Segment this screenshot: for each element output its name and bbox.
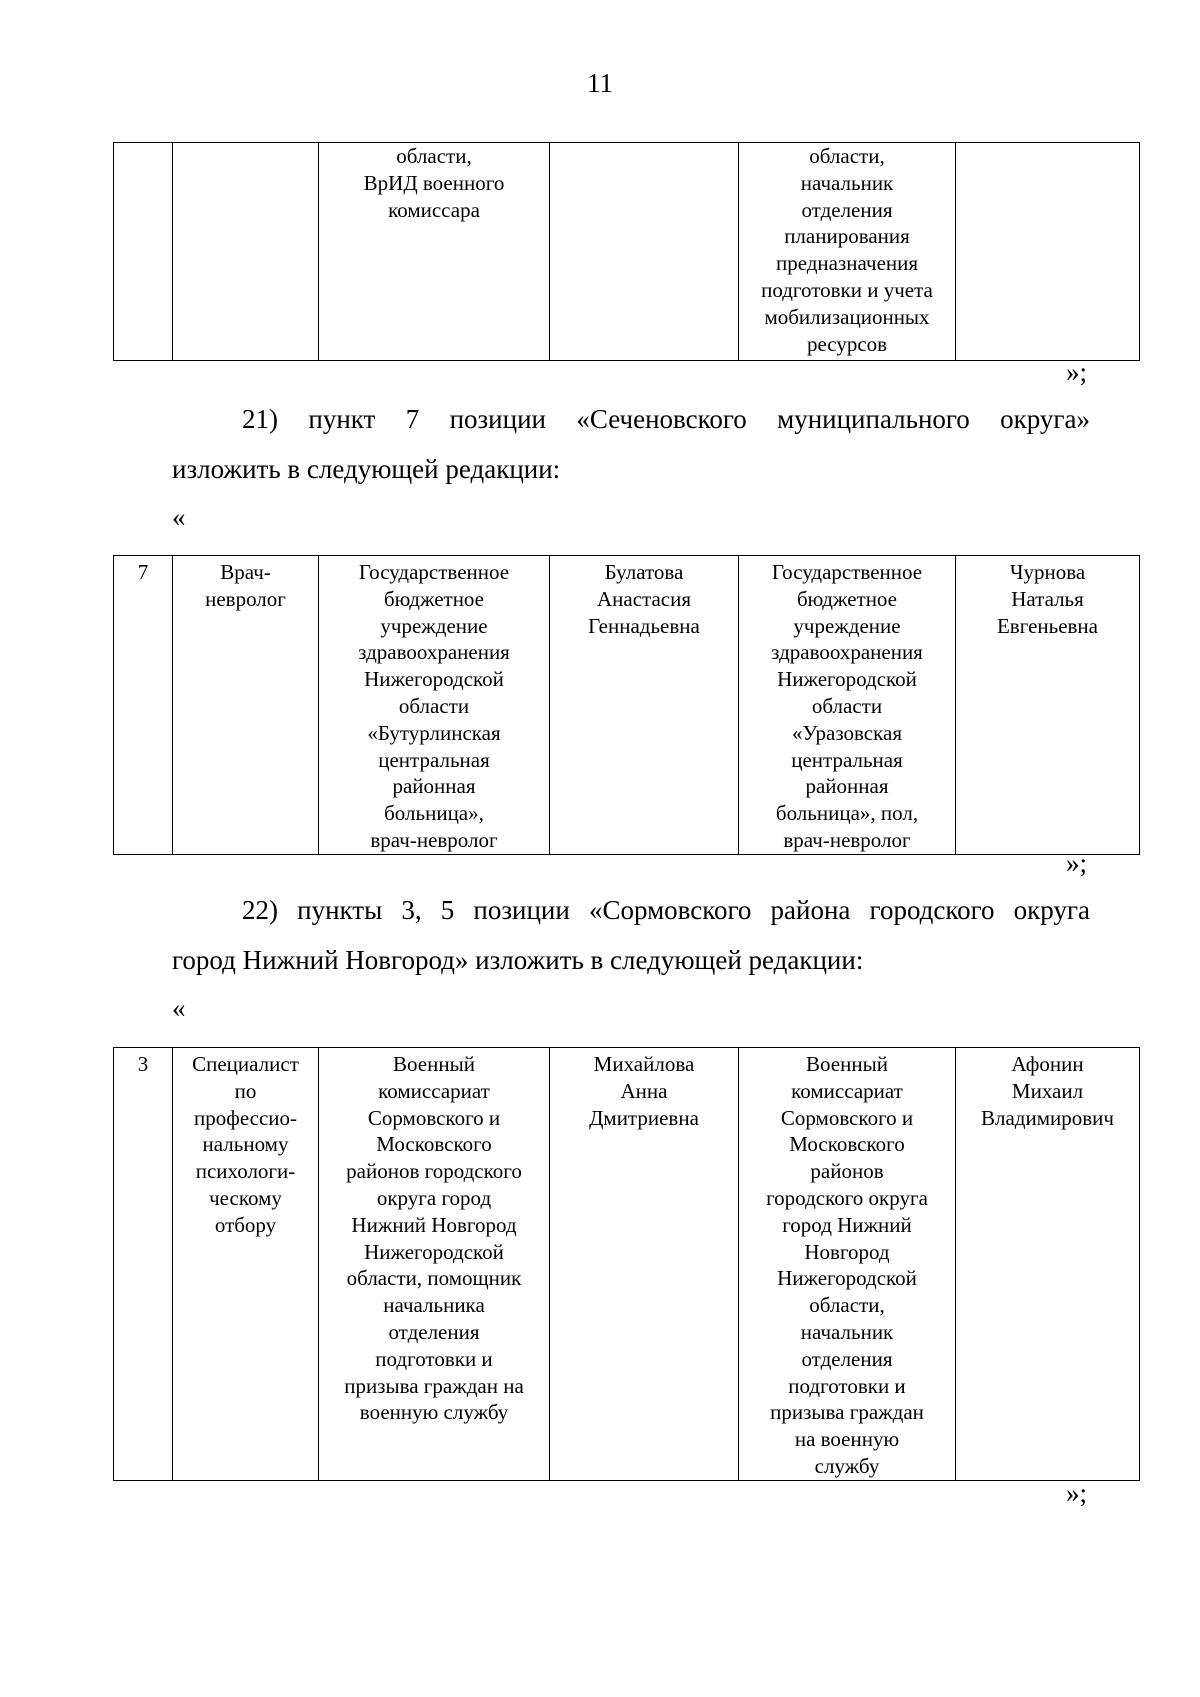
cell-chair-workplace: Государственное бюджетное учреждение здравоохранения Нижегородской области «Бутурлинская центральная районная больница», врач-невролог: [319, 556, 550, 855]
cell-position: [173, 143, 319, 361]
closing-quote: »;: [1066, 357, 1088, 387]
cell-deputy-workplace: области, начальник отделения планирования предназначения подготовки и учета мобилизационных ресурсов: [739, 143, 956, 361]
paragraph-line: изложить в следующей редакции:: [172, 454, 561, 484]
cell-deputy-workplace: Военный комиссариат Сормовского и Московского районов городского округа город Нижний Новгород Нижегородской области, начальник отделения подготовки и призыва граждан на военную службу: [739, 1048, 956, 1481]
paragraph-line: город Нижний Новгород» изложить в следующей редакции:: [172, 945, 864, 975]
opening-quote: «: [172, 502, 186, 532]
cell-deputy-name: [956, 143, 1140, 361]
cell-position: Специалист по профессио- нальному психологи- ческому отбору: [173, 1048, 319, 1481]
paragraph-item-21: [172, 394, 1090, 494]
table-row: [114, 556, 1140, 855]
cell-chair-workplace: Военный комиссариат Сормовского и Московского районов городского округа город Нижний Новгород Нижегородской области, помощник начальника отделения подготовки и призыва граждан на военную службу: [319, 1048, 550, 1481]
cell-deputy-workplace: Государственное бюджетное учреждение здравоохранения Нижегородской области «Уразовская центральная районная больница», пол, врач-невролог: [739, 556, 956, 855]
cell-chair-workplace: области, ВрИД военного комиссара: [319, 143, 550, 361]
opening-quote: «: [172, 993, 186, 1023]
cell-member-name: Булатова Анастасия Геннадьевна: [550, 556, 739, 855]
page-number: 11: [587, 68, 613, 98]
paragraph-item-22: [172, 885, 1090, 985]
table-item-21: [113, 555, 1140, 855]
cell-member-name: Михайлова Анна Дмитриевна: [550, 1048, 739, 1481]
cell-number: 3: [114, 1048, 173, 1481]
cell-deputy-name: Афонин Михаил Владимирович: [956, 1048, 1140, 1481]
closing-quote: »;: [1066, 848, 1088, 878]
cell-number: [114, 143, 173, 361]
closing-quote: »;: [1066, 1478, 1088, 1508]
cell-deputy-name: Чурнова Наталья Евгеньевна: [956, 556, 1140, 855]
table-row: [114, 143, 1140, 361]
paragraph-line: 21) пункт 7 позиции «Сеченовского муниципального округа»: [242, 404, 1090, 434]
cell-member-name: [550, 143, 739, 361]
paragraph-line: 22) пункты 3, 5 позиции «Сормовского района городского округа: [242, 895, 1090, 925]
table-continuation: [113, 142, 1140, 361]
table-item-22: [113, 1047, 1140, 1481]
table-row: [114, 1048, 1140, 1481]
cell-position: Врач- невролог: [173, 556, 319, 855]
cell-number: 7: [114, 556, 173, 855]
